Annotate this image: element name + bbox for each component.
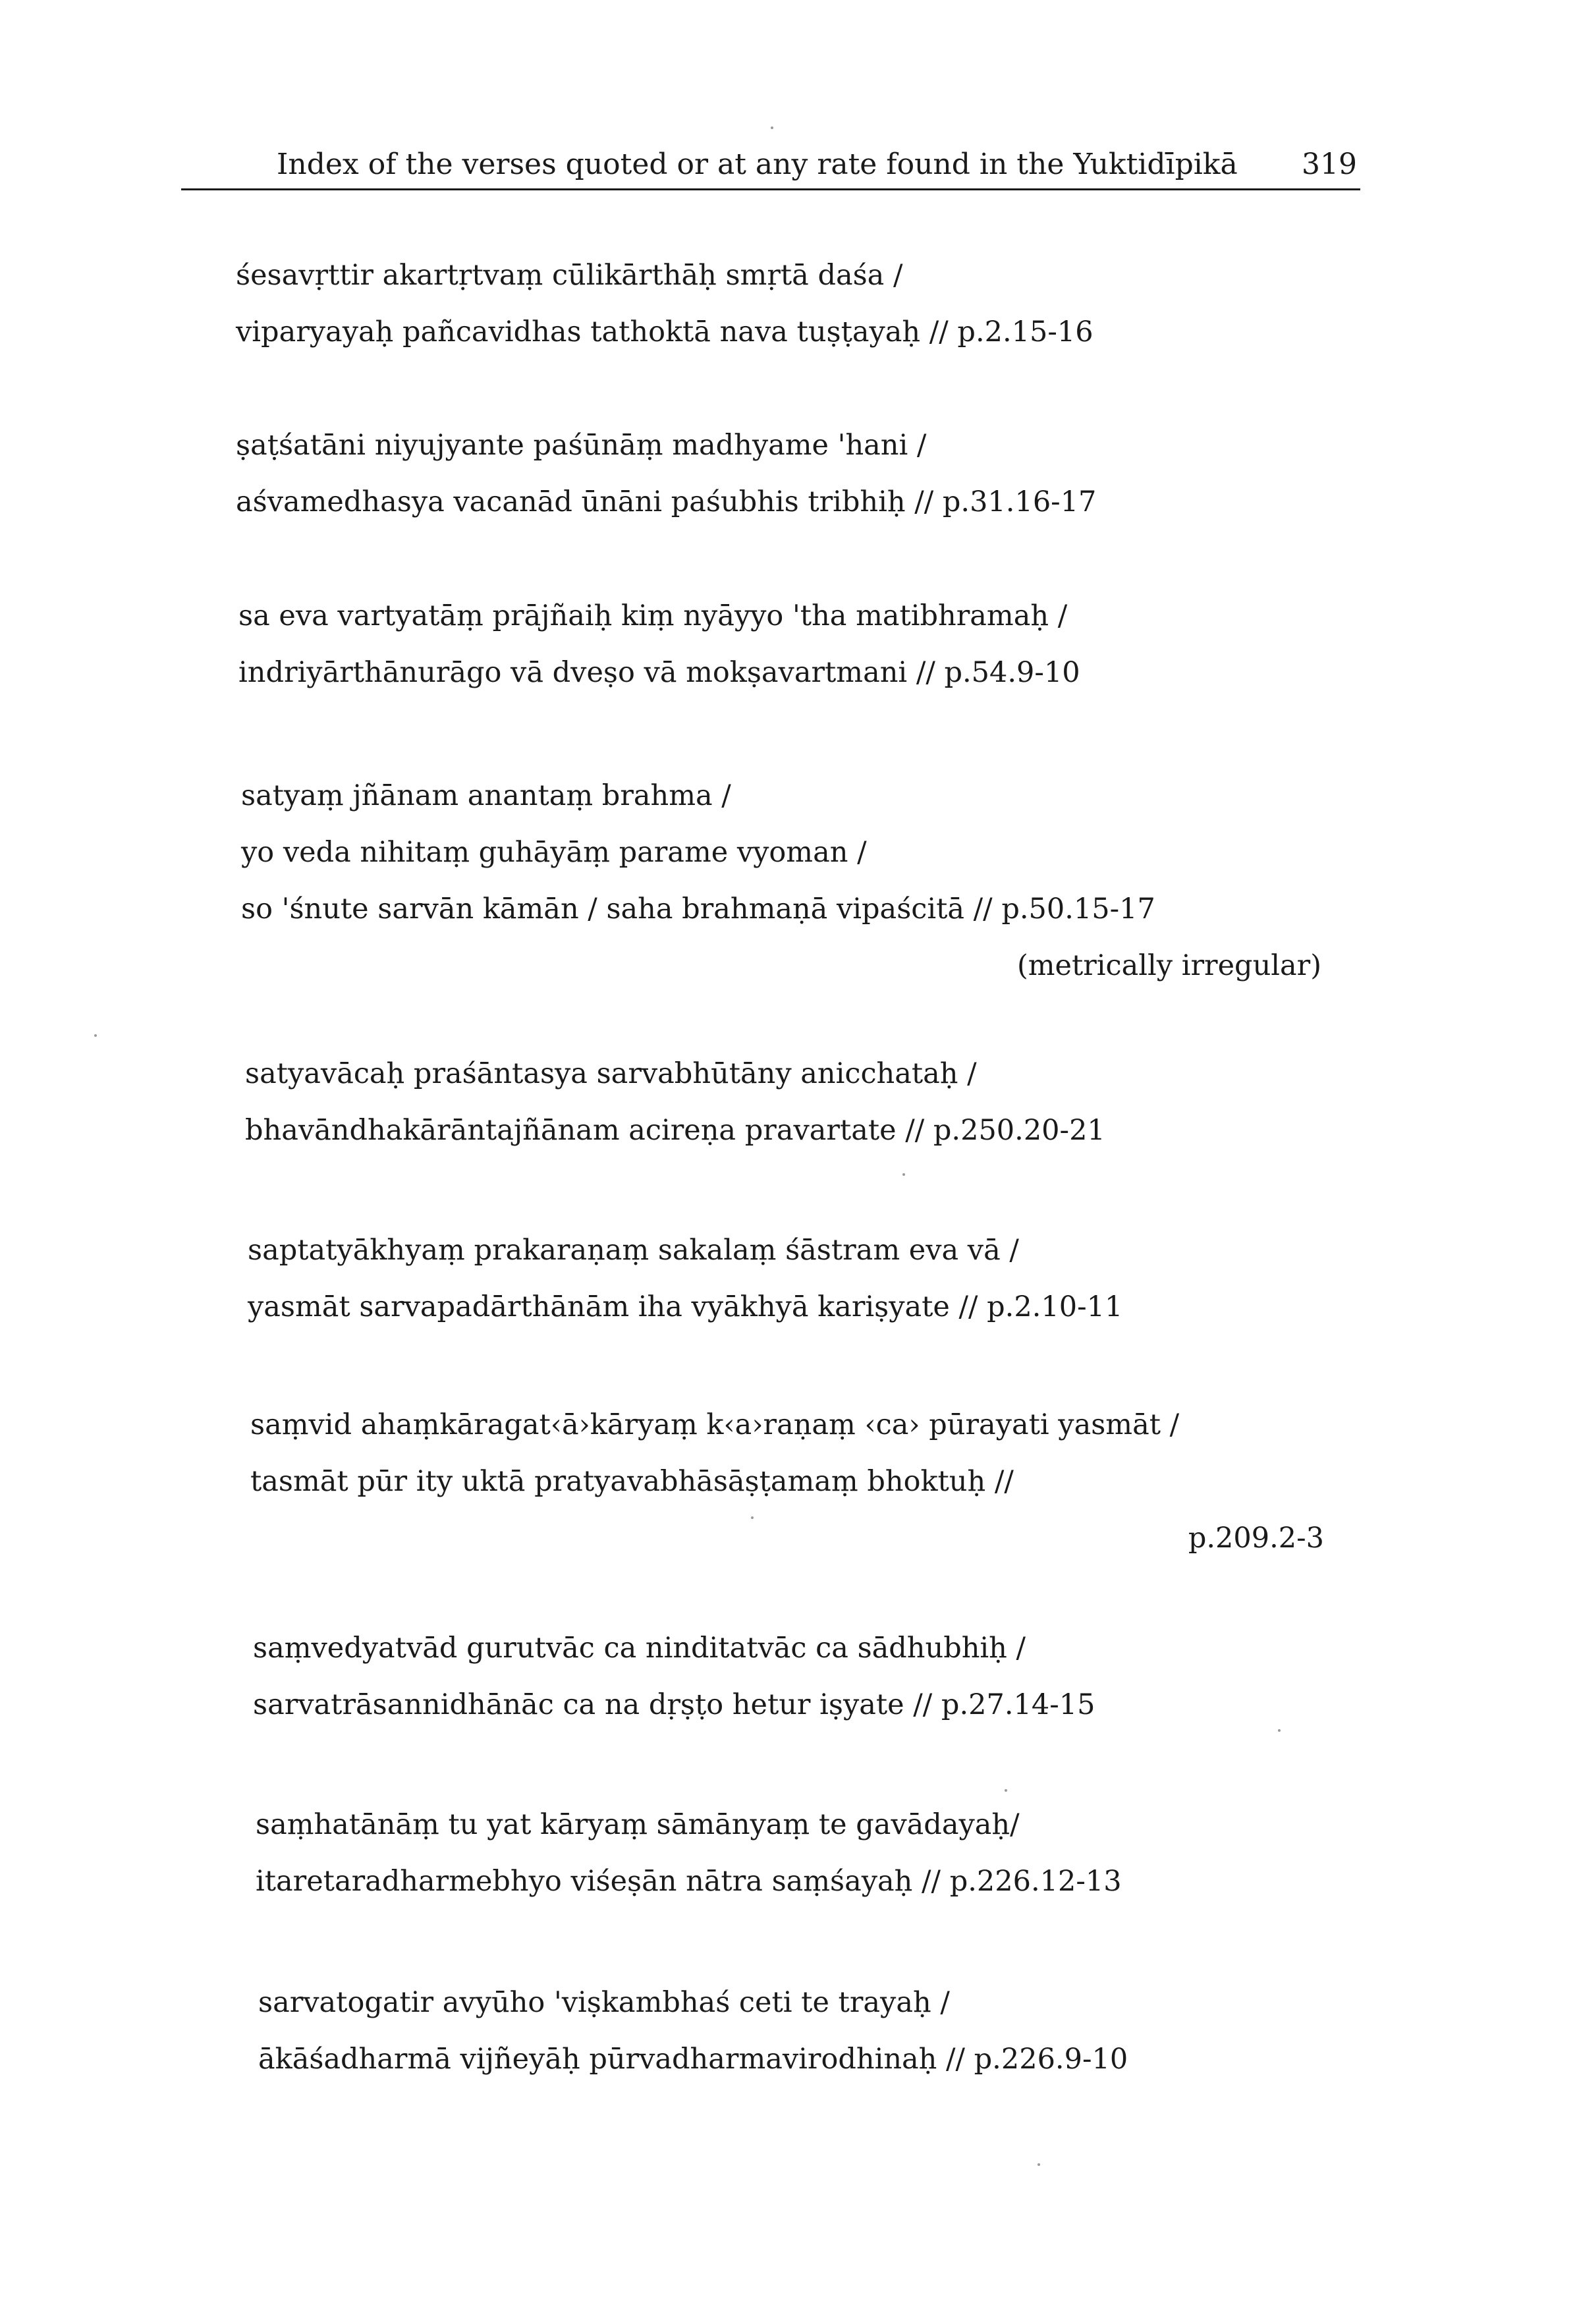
verse-line: itaretaradharmebhyo viśeṣān nātra saṃśayaḥ // p.226.12-13 [256,1865,1122,1898]
verse-line: so 'śnute sarvān kāmān / saha brahmaṇā vipaścitā // p.50.15-17 [241,893,1155,926]
verse-note: (metrically irregular) [1016,949,1321,982]
verse-line: satyaṃ jñānam anantaṃ brahma / [241,779,731,812]
verse-entry [241,767,1321,994]
verse-line: satyavācaḥ praśāntasya sarvabhūtāny anicchataḥ / [245,1057,977,1090]
verse-entry [258,1974,1411,2088]
verse-entry [250,1397,1324,1566]
running-head-title: Index of the verses quoted or at any rate found in the Yuktidīpikā [277,148,1238,181]
scan-speck [771,126,773,129]
scan-speck [94,1034,97,1037]
verse-line: yo veda nihitaṃ guhāyāṃ parame vyoman / [241,836,867,869]
verse-note: p.209.2-3 [1188,1522,1324,1555]
header-rule [181,188,1360,190]
verse-line: ṣaṭśatāni niyujyante paśūnāṃ madhyame 'hani / [236,429,927,462]
scan-speck [1038,2163,1040,2166]
scan-speck [1005,1789,1007,1792]
verse-line: aśvamedhasya vacanād ūnāni paśubhis tribhiḥ // p.31.16-17 [236,485,1097,518]
scan-speck [751,1516,754,1519]
verse-entry [256,1796,1408,1910]
verse-entry [236,247,1389,360]
verse-line: yasmāt sarvapadārthānām iha vyākhyā kariṣyate // p.2.10-11 [248,1290,1123,1323]
verse-line: saṃvid ahaṃkāragat‹ā›kāryaṃ k‹a›raṇaṃ ‹ca› pūrayati yasmāt / [250,1408,1180,1441]
verse-line: sarvatrāsannidhānāc ca na dṛṣṭo hetur iṣyate // p.27.14-15 [253,1688,1095,1721]
verse-line: viparyayaḥ pañcavidhas tathoktā nava tuṣṭayaḥ // p.2.15-16 [236,316,1093,348]
verse-entry [236,417,1389,530]
verse-line: bhavāndhakārāntajñānam acireṇa pravartate // p.250.20-21 [245,1114,1105,1147]
verse-entry [248,1222,1400,1335]
verse-entry [238,588,1391,701]
verse-line: sa eva vartyatāṃ prājñaiḥ kiṃ nyāyyo 'tha matibhramaḥ / [238,599,1068,632]
verse-entry [253,1620,1406,1733]
verse-line: saṃvedyatvād gurutvāc ca ninditatvāc ca sādhubhiḥ / [253,1632,1026,1665]
scan-speck [1278,1729,1281,1732]
verse-line: saptatyākhyaṃ prakaraṇaṃ sakalaṃ śāstram eva vā / [248,1234,1019,1267]
verse-line: indriyārthānurāgo vā dveṣo vā mokṣavartmani // p.54.9-10 [238,656,1080,689]
page-number: 319 [1302,148,1357,181]
verse-entry [245,1045,1398,1159]
verse-line: ākāśadharmā vijñeyāḥ pūrvadharmavirodhinaḥ // p.226.9-10 [258,2043,1128,2076]
verse-line: śesavṛttir akartṛtvaṃ cūlikārthāḥ smṛtā daśa / [236,259,903,292]
verse-line: tasmāt pūr ity uktā pratyavabhāsāṣṭamaṃ bhoktuḥ // [250,1465,1014,1498]
verse-line: saṃhatānāṃ tu yat kāryaṃ sāmānyaṃ te gavādayaḥ/ [256,1808,1020,1841]
scan-speck [902,1173,905,1176]
verse-line: sarvatogatir avyūho 'viṣkambhaś ceti te trayaḥ / [258,1986,950,2019]
